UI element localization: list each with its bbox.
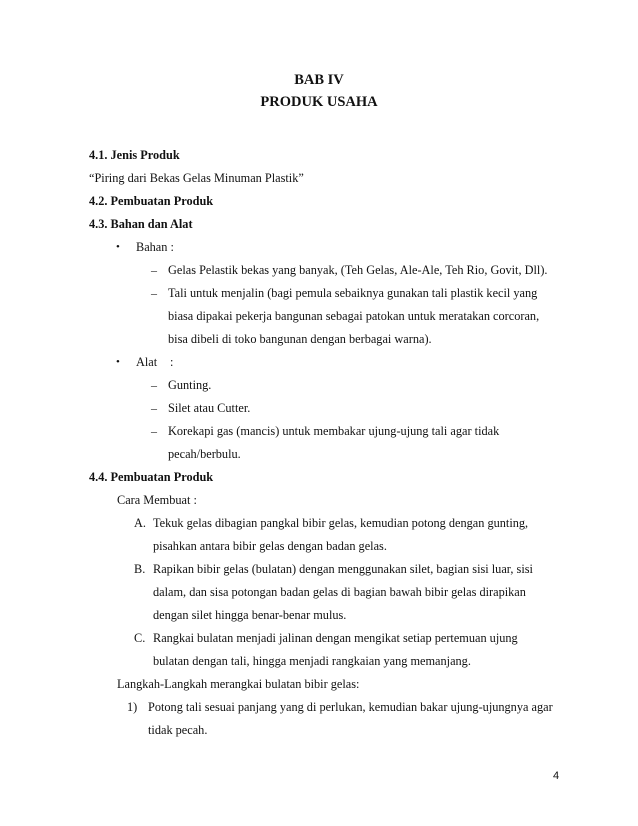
bullet-icon: •	[116, 356, 120, 368]
step-line: dengan silet hingga benar-benar mulus.	[153, 608, 347, 622]
page-number: 4	[553, 770, 560, 782]
dash-icon: –	[151, 424, 157, 438]
alat-item-line: Silet atau Cutter.	[168, 401, 251, 415]
alat-item-line: pecah/berbulu.	[168, 447, 241, 461]
chapter-title: PRODUK USAHA	[260, 94, 378, 110]
bahan-item-line: bisa dibeli di toko bangunan dengan berbagai warna).	[168, 332, 432, 346]
dash-icon: –	[151, 286, 157, 300]
bahan-item-line: Gelas Pelastik bekas yang banyak, (Teh Gelas, Ale-Ale, Teh Rio, Govit, Dll).	[168, 263, 548, 277]
step-line: pisahkan antara bibir gelas dengan badan gelas.	[153, 539, 387, 553]
alat-label: Alat	[136, 355, 158, 369]
section-4-1-heading: 4.1. Jenis Produk	[89, 148, 180, 162]
bullet-icon: •	[116, 241, 120, 253]
section-4-3-heading: 4.3. Bahan dan Alat	[89, 217, 193, 231]
step-letter: B.	[134, 562, 146, 576]
cara-membuat-label: Cara Membuat :	[117, 493, 197, 507]
alat-item-line: Korekapi gas (mancis) untuk membakar ujung-ujung tali agar tidak	[168, 424, 500, 438]
chapter-label: BAB IV	[294, 72, 344, 88]
bahan-item-line: biasa dipakai pekerja bangunan sebagai patokan untuk meratakan corcoran,	[168, 309, 540, 323]
alat-item-line: Gunting.	[168, 378, 212, 392]
step-line: Rapikan bibir gelas (bulatan) dengan menggunakan silet, bagian sisi luar, sisi	[153, 562, 533, 576]
step-letter: A.	[134, 516, 146, 530]
numbered-step-line: Potong tali sesuai panjang yang di perlukan, kemudian bakar ujung-ujungnya agar	[148, 700, 553, 714]
numbered-step-line: tidak pecah.	[148, 723, 208, 737]
step-letter: C.	[134, 631, 146, 645]
numbered-step-number: 1)	[127, 700, 138, 714]
step-line: Tekuk gelas dibagian pangkal bibir gelas, kemudian potong dengan gunting,	[153, 516, 529, 530]
section-4-4-heading: 4.4. Pembuatan Produk	[89, 470, 214, 484]
section-4-2-heading: 4.2. Pembuatan Produk	[89, 194, 214, 208]
alat-colon: :	[170, 355, 174, 369]
langkah-label: Langkah-Langkah merangkai bulatan bibir gelas:	[117, 677, 360, 691]
step-line: Rangkai bulatan menjadi jalinan dengan mengikat setiap pertemuan ujung	[153, 631, 518, 645]
product-name-text: “Piring dari Bekas Gelas Minuman Plastik”	[89, 171, 304, 185]
step-line: dalam, dan sisa potongan badan gelas di bagian bawah bibir gelas dirapikan	[153, 585, 526, 599]
dash-icon: –	[151, 401, 157, 415]
dash-icon: –	[151, 378, 157, 392]
step-line: bulatan dengan tali, hingga menjadi rangkaian yang memanjang.	[153, 654, 471, 668]
bahan-item-line: Tali untuk menjalin (bagi pemula sebaiknya gunakan tali plastik kecil yang	[168, 286, 538, 300]
dash-icon: –	[151, 263, 157, 277]
bahan-label: Bahan :	[136, 240, 174, 254]
